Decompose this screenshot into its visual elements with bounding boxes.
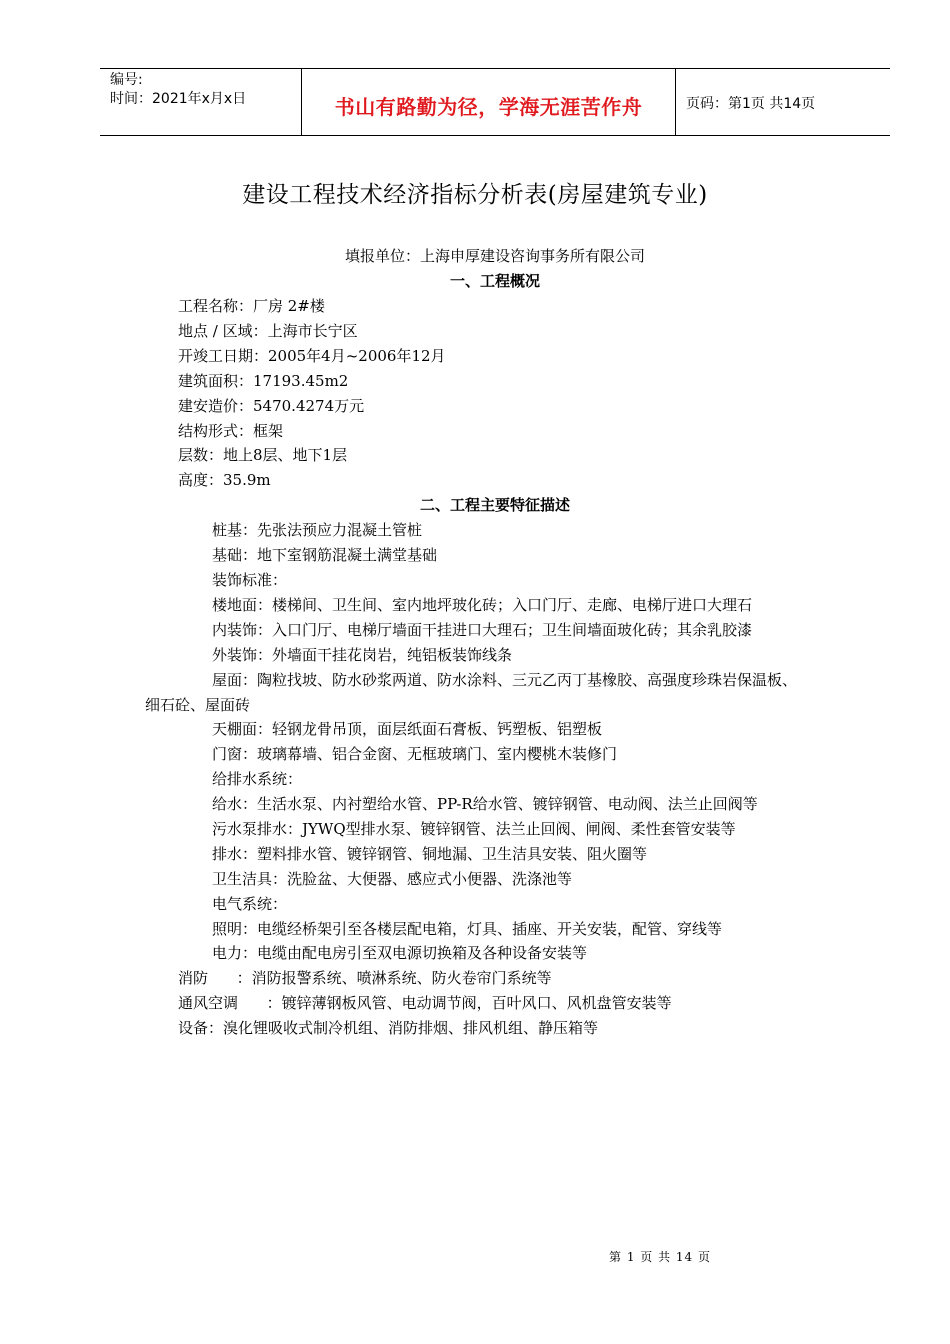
feature-line: 楼地面：楼梯间、卫生间、室内地坪玻化砖；入口门厅、走廊、电梯厅进口大理石 — [212, 596, 753, 614]
feature-line: 照明：电缆经桥架引至各楼层配电箱，灯具、插座、开关安装，配管、穿线等 — [212, 920, 723, 938]
feature-line: 桩基：先张法预应力混凝土管桩 — [212, 521, 423, 539]
feature-line: 给排水系统： — [212, 770, 303, 788]
page-header — [100, 68, 890, 136]
feature-line: 内装饰：入口门厅、电梯厅墙面干挂进口大理石；卫生间墙面玻化砖；其余乳胶漆 — [212, 621, 753, 639]
overview-line: 高度：35.9m — [178, 471, 271, 489]
overview-line: 开竣工日期：2005年4月~2006年12月 — [178, 347, 446, 365]
overview-line: 结构形式：框架 — [178, 422, 284, 440]
overview-line: 建筑面积：17193.45m2 — [178, 372, 349, 390]
feature-line: 电力：电缆由配电房引至双电源切换箱及各种设备安装等 — [212, 944, 588, 962]
overview-line: 工程名称：厂房 2#楼 — [178, 297, 325, 315]
feature-line: 门窗：玻璃幕墙、铝合金窗、无框玻璃门、室内樱桃木装修门 — [212, 745, 618, 763]
feature-line: 排水：塑料排水管、镀锌钢管、铜地漏、卫生洁具安装、阻火圈等 — [212, 845, 648, 863]
feature-line: 外装饰：外墙面干挂花岗岩，纯铝板装饰线条 — [212, 646, 513, 664]
feature-line-wrap: 细石砼、屋面砖 — [145, 696, 251, 714]
overview-line: 建安造价：5470.4274万元 — [178, 397, 365, 415]
page-footer: 第 1 页 共 14 页 — [609, 1250, 711, 1264]
feature-line: 通风空调 ：镀锌薄钢板风管、电动调节阀，百叶风口、风机盘管安装等 — [178, 994, 672, 1012]
feature-line: 屋面：陶粒找坡、防水砂浆两道、防水涂料、三元乙丙丁基橡胶、高强度珍珠岩保温板、 — [212, 671, 798, 689]
header-page-info: 页码：第1页 共14页 — [686, 96, 816, 112]
feature-line: 污水泵排水：JYWQ型排水泵、镀锌钢管、法兰止回阀、闸阀、柔性套管安装等 — [212, 820, 736, 838]
header-slogan: 书山有路勤为径，学海无涯苦作舟 — [302, 69, 676, 135]
feature-line: 电气系统： — [212, 895, 288, 913]
document-title: 建设工程技术经济指标分析表(房屋建筑专业) — [242, 182, 708, 208]
feature-line: 天棚面：轻钢龙骨吊顶，面层纸面石膏板、钙塑板、铝塑板 — [212, 720, 603, 738]
feature-line: 卫生洁具：洗脸盆、大便器、感应式小便器、洗涤池等 — [212, 870, 573, 888]
header-meta — [100, 69, 302, 135]
feature-line: 设备：溴化锂吸收式制冷机组、消防排烟、排风机组、静压箱等 — [178, 1019, 599, 1037]
code-label: 编号: — [110, 72, 143, 88]
section-heading-features: 二、工程主要特征描述 — [419, 496, 570, 514]
overview-line: 层数：地上8层、地下1层 — [178, 446, 348, 464]
time-label: 时间：2021年x月x日 — [110, 91, 247, 107]
feature-line: 给水：生活水泵、内衬塑给水管、PP-R给水管、镀锌钢管、电动阀、法兰止回阀等 — [212, 795, 758, 813]
overview-line: 地点 / 区域：上海市长宁区 — [178, 322, 358, 340]
reporting-unit: 填报单位：上海申厚建设咨询事务所有限公司 — [344, 247, 645, 265]
feature-line: 消防 ：消防报警系统、喷淋系统、防火卷帘门系统等 — [178, 969, 552, 987]
feature-line: 基础：地下室钢筋混凝土满堂基础 — [212, 546, 438, 564]
section-heading-overview: 一、工程概况 — [449, 272, 540, 290]
feature-line: 装饰标准： — [212, 571, 288, 589]
